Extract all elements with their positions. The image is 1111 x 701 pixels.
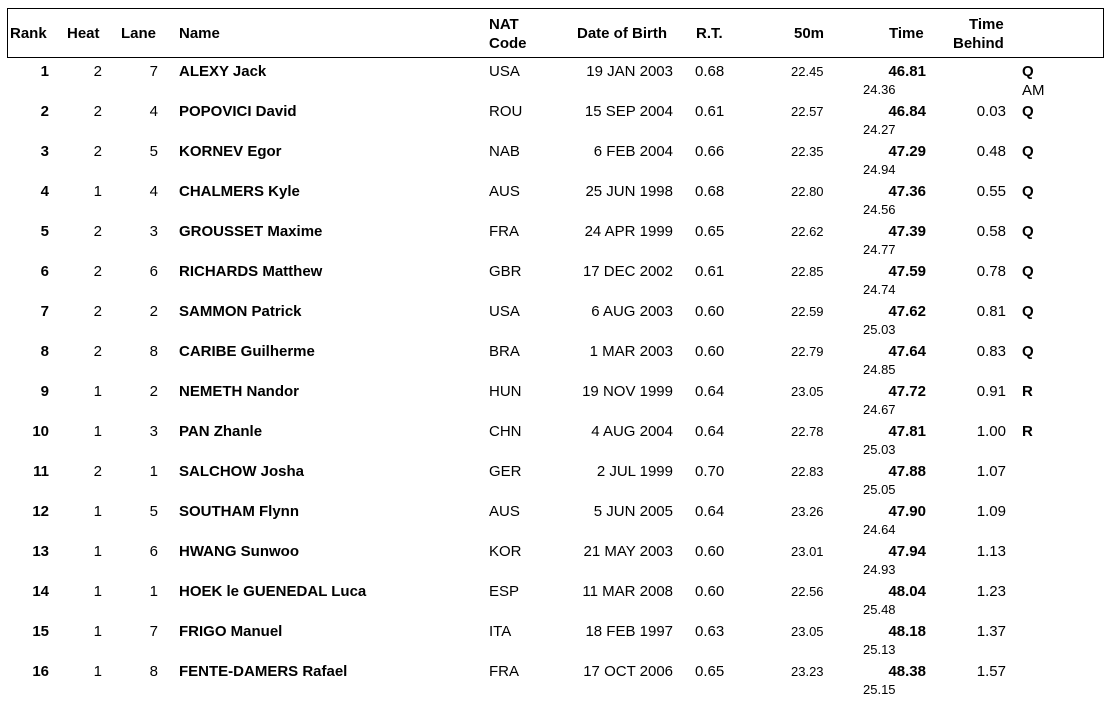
cell-behind: 0.03 <box>976 103 1006 120</box>
cell-nat: ITA <box>489 623 512 640</box>
cell-lane: 1 <box>149 583 158 600</box>
cell-name: CARIBE Guilherme <box>179 343 315 360</box>
cell-heat: 1 <box>93 423 102 440</box>
cell-heat: 2 <box>93 463 102 480</box>
header-rt: R.T. <box>696 25 723 42</box>
cell-nat: ROU <box>489 103 523 120</box>
cell-behind: 0.91 <box>976 383 1006 400</box>
cell-rt: 0.66 <box>695 143 725 160</box>
cell-rt: 0.64 <box>695 503 725 520</box>
cell-nat: HUN <box>489 383 522 400</box>
cell-dob: 5 JUN 2005 <box>593 503 673 520</box>
table-row <box>0 580 1111 620</box>
cell-time: 47.29 <box>888 143 926 160</box>
cell-behind: 1.07 <box>976 463 1006 480</box>
cell-behind: 1.09 <box>976 503 1006 520</box>
cell-nat: GBR <box>489 263 522 280</box>
cell-lane: 7 <box>149 63 158 80</box>
cell-rt: 0.60 <box>695 303 725 320</box>
cell-name: POPOVICI David <box>179 103 297 120</box>
cell-behind: 0.83 <box>976 343 1006 360</box>
cell-rt: 0.68 <box>695 183 725 200</box>
cell-heat: 2 <box>93 63 102 80</box>
cell-behind: 0.48 <box>976 143 1006 160</box>
cell-second-split: 24.74 <box>863 282 896 297</box>
cell-rt: 0.65 <box>695 223 725 240</box>
cell-lane: 2 <box>149 303 158 320</box>
cell-rt: 0.64 <box>695 423 725 440</box>
cell-heat: 1 <box>93 623 102 640</box>
cell-dob: 11 MAR 2008 <box>582 583 673 600</box>
table-row <box>0 500 1111 540</box>
cell-behind: 0.78 <box>976 263 1006 280</box>
cell-dob: 4 AUG 2004 <box>591 423 673 440</box>
cell-rank: 12 <box>32 503 49 520</box>
cell-rank: 2 <box>40 103 49 120</box>
cell-time: 47.90 <box>888 503 926 520</box>
cell-qualification: Q <box>1022 343 1034 360</box>
header-dob: Date of Birth <box>577 25 667 42</box>
cell-behind: 0.58 <box>976 223 1006 240</box>
cell-qualification: Q <box>1022 263 1034 280</box>
table-row <box>0 100 1111 140</box>
cell-qualification: Q <box>1022 103 1034 120</box>
cell-heat: 2 <box>93 303 102 320</box>
cell-heat: 2 <box>93 143 102 160</box>
cell-rank: 16 <box>32 663 49 680</box>
table-row <box>0 380 1111 420</box>
cell-name: SOUTHAM Flynn <box>179 503 299 520</box>
cell-split: 22.78 <box>791 424 824 439</box>
cell-name: ALEXY Jack <box>179 63 267 80</box>
cell-time: 46.81 <box>888 63 926 80</box>
cell-heat: 1 <box>93 543 102 560</box>
cell-dob: 6 AUG 2003 <box>591 303 673 320</box>
header-nat-line1: NAT <box>489 16 519 33</box>
cell-heat: 1 <box>93 583 102 600</box>
cell-nat: USA <box>489 303 520 320</box>
cell-lane: 5 <box>149 143 158 160</box>
cell-split: 22.35 <box>791 144 824 159</box>
table-row <box>0 300 1111 340</box>
cell-dob: 15 SEP 2004 <box>584 103 673 120</box>
cell-split: 23.26 <box>791 504 824 519</box>
cell-rank: 6 <box>40 263 49 280</box>
results-table-header <box>7 8 1104 58</box>
cell-rank: 7 <box>40 303 49 320</box>
cell-split: 22.57 <box>791 104 824 119</box>
cell-second-split: 25.03 <box>863 442 896 457</box>
cell-split: 22.85 <box>791 264 824 279</box>
cell-heat: 2 <box>93 223 102 240</box>
cell-dob: 19 JAN 2003 <box>586 63 673 80</box>
cell-dob: 21 MAY 2003 <box>583 543 673 560</box>
cell-lane: 1 <box>149 463 158 480</box>
cell-split: 22.45 <box>791 64 824 79</box>
cell-nat: AUS <box>489 183 520 200</box>
cell-nat: FRA <box>489 663 519 680</box>
cell-time: 47.72 <box>888 383 926 400</box>
cell-rt: 0.70 <box>695 463 725 480</box>
cell-name: NEMETH Nandor <box>179 383 299 400</box>
cell-rank: 8 <box>40 343 49 360</box>
cell-time: 47.64 <box>888 343 926 360</box>
cell-lane: 3 <box>149 423 158 440</box>
table-row <box>0 660 1111 700</box>
cell-name: HOEK le GUENEDAL Luca <box>179 583 367 600</box>
cell-second-split: 25.03 <box>863 322 896 337</box>
cell-dob: 2 JUL 1999 <box>596 463 673 480</box>
cell-qualification: Q <box>1022 143 1034 160</box>
table-row <box>0 420 1111 460</box>
cell-name: HWANG Sunwoo <box>179 543 299 560</box>
cell-behind: 1.57 <box>976 663 1006 680</box>
cell-name: RICHARDS Matthew <box>179 263 323 280</box>
cell-rt: 0.60 <box>695 583 725 600</box>
cell-dob: 25 JUN 1998 <box>585 183 673 200</box>
cell-second-split: 25.15 <box>863 682 896 697</box>
cell-rank: 9 <box>40 383 49 400</box>
cell-time: 46.84 <box>888 103 926 120</box>
cell-time: 48.18 <box>888 623 926 640</box>
cell-dob: 1 MAR 2003 <box>589 343 673 360</box>
cell-second-split: 24.94 <box>863 162 896 177</box>
table-row <box>0 540 1111 580</box>
cell-name: FENTE-DAMERS Rafael <box>179 663 348 680</box>
cell-second-split: 24.85 <box>863 362 896 377</box>
cell-nat: NAB <box>489 143 520 160</box>
cell-second-split: 24.56 <box>863 202 896 217</box>
cell-behind: 1.13 <box>976 543 1006 560</box>
cell-rt: 0.68 <box>695 63 725 80</box>
cell-second-split: 24.93 <box>863 562 896 577</box>
cell-lane: 5 <box>149 503 158 520</box>
cell-rt: 0.60 <box>695 343 725 360</box>
cell-split: 23.01 <box>791 544 824 559</box>
cell-dob: 18 FEB 1997 <box>585 623 673 640</box>
cell-time: 47.94 <box>888 543 926 560</box>
cell-qualification: Q <box>1022 303 1034 320</box>
cell-rank: 10 <box>32 423 49 440</box>
cell-rt: 0.63 <box>695 623 725 640</box>
cell-qualification: R <box>1022 383 1033 400</box>
table-row <box>0 460 1111 500</box>
cell-nat: FRA <box>489 223 519 240</box>
cell-time: 48.04 <box>888 583 926 600</box>
cell-second-split: 25.13 <box>863 642 896 657</box>
cell-lane: 7 <box>149 623 158 640</box>
cell-second-split: 25.05 <box>863 482 896 497</box>
table-row <box>0 220 1111 260</box>
cell-split: 22.56 <box>791 584 824 599</box>
cell-name: KORNEV Egor <box>179 143 282 160</box>
cell-rt: 0.64 <box>695 383 725 400</box>
cell-time: 47.88 <box>888 463 926 480</box>
cell-nat: GER <box>489 463 522 480</box>
table-row <box>0 340 1111 380</box>
cell-lane: 2 <box>149 383 158 400</box>
cell-split: 22.79 <box>791 344 824 359</box>
table-row <box>0 140 1111 180</box>
header-nat-line2: Code <box>489 35 527 52</box>
cell-lane: 4 <box>149 183 158 200</box>
cell-behind: 1.00 <box>976 423 1006 440</box>
cell-nat: CHN <box>489 423 522 440</box>
cell-name: SALCHOW Josha <box>179 463 305 480</box>
cell-name: SAMMON Patrick <box>179 303 302 320</box>
cell-split: 23.05 <box>791 624 824 639</box>
cell-split: 22.83 <box>791 464 824 479</box>
cell-qualification: R <box>1022 423 1033 440</box>
cell-time: 47.39 <box>888 223 926 240</box>
cell-time: 47.36 <box>888 183 926 200</box>
cell-rank: 14 <box>32 583 49 600</box>
cell-heat: 1 <box>93 503 102 520</box>
cell-qualification: Q <box>1022 223 1034 240</box>
header-rank: Rank <box>10 25 47 42</box>
table-row <box>0 260 1111 300</box>
cell-name: CHALMERS Kyle <box>179 183 300 200</box>
header-lane: Lane <box>121 25 157 42</box>
cell-second-split: 24.67 <box>863 402 896 417</box>
cell-rank: 4 <box>40 183 49 200</box>
cell-rank: 3 <box>40 143 49 160</box>
cell-dob: 17 DEC 2002 <box>582 263 673 280</box>
header-time: Time <box>889 25 924 42</box>
cell-second-split: 24.27 <box>863 122 896 137</box>
table-row <box>0 60 1111 100</box>
cell-qualification: Q <box>1022 183 1034 200</box>
cell-behind: 0.81 <box>976 303 1006 320</box>
cell-time: 48.38 <box>888 663 926 680</box>
cell-behind: 1.23 <box>976 583 1006 600</box>
cell-rank: 15 <box>32 623 49 640</box>
cell-rank: 1 <box>40 63 49 80</box>
cell-dob: 24 APR 1999 <box>584 223 673 240</box>
cell-heat: 1 <box>93 183 102 200</box>
cell-lane: 4 <box>149 103 158 120</box>
cell-rt: 0.61 <box>695 263 725 280</box>
cell-heat: 2 <box>93 263 102 280</box>
cell-nat: KOR <box>489 543 522 560</box>
cell-heat: 2 <box>93 103 102 120</box>
cell-split: 22.59 <box>791 304 824 319</box>
cell-dob: 17 OCT 2006 <box>583 663 673 680</box>
header-behind-line2: Behind <box>953 35 1004 52</box>
header-split: 50m <box>794 25 825 42</box>
cell-nat: USA <box>489 63 520 80</box>
cell-rt: 0.61 <box>695 103 725 120</box>
cell-heat: 1 <box>93 663 102 680</box>
header-heat: Heat <box>67 25 100 42</box>
cell-nat: BRA <box>489 343 520 360</box>
cell-second-split: 24.77 <box>863 242 896 257</box>
cell-name: FRIGO Manuel <box>179 623 283 640</box>
cell-split: 23.05 <box>791 384 824 399</box>
cell-dob: 6 FEB 2004 <box>593 143 673 160</box>
cell-dob: 19 NOV 1999 <box>582 383 673 400</box>
cell-nat: AUS <box>489 503 520 520</box>
cell-lane: 8 <box>149 343 158 360</box>
cell-time: 47.62 <box>888 303 926 320</box>
cell-split: 22.62 <box>791 224 824 239</box>
cell-time: 47.81 <box>888 423 926 440</box>
table-row <box>0 620 1111 660</box>
cell-qualification: Q <box>1022 63 1034 80</box>
cell-rank: 13 <box>32 543 49 560</box>
cell-nat: ESP <box>489 583 520 600</box>
cell-rank: 5 <box>40 223 49 240</box>
cell-name: PAN Zhanle <box>179 423 263 440</box>
cell-split: 23.23 <box>791 664 824 679</box>
cell-qualification-note: AM <box>1022 82 1045 99</box>
cell-heat: 1 <box>93 383 102 400</box>
cell-behind: 1.37 <box>976 623 1006 640</box>
cell-rank: 11 <box>33 463 49 480</box>
table-row <box>0 180 1111 220</box>
cell-lane: 8 <box>149 663 158 680</box>
header-name: Name <box>179 25 220 42</box>
cell-behind: 0.55 <box>976 183 1006 200</box>
cell-split: 22.80 <box>791 184 824 199</box>
cell-second-split: 24.36 <box>863 82 896 97</box>
cell-lane: 6 <box>149 263 158 280</box>
cell-rt: 0.60 <box>695 543 725 560</box>
cell-lane: 3 <box>149 223 158 240</box>
cell-name: GROUSSET Maxime <box>179 223 323 240</box>
cell-heat: 2 <box>93 343 102 360</box>
cell-second-split: 25.48 <box>863 602 896 617</box>
cell-lane: 6 <box>149 543 158 560</box>
cell-time: 47.59 <box>888 263 926 280</box>
header-behind-line1: Time <box>969 16 1004 33</box>
cell-second-split: 24.64 <box>863 522 896 537</box>
cell-rt: 0.65 <box>695 663 725 680</box>
